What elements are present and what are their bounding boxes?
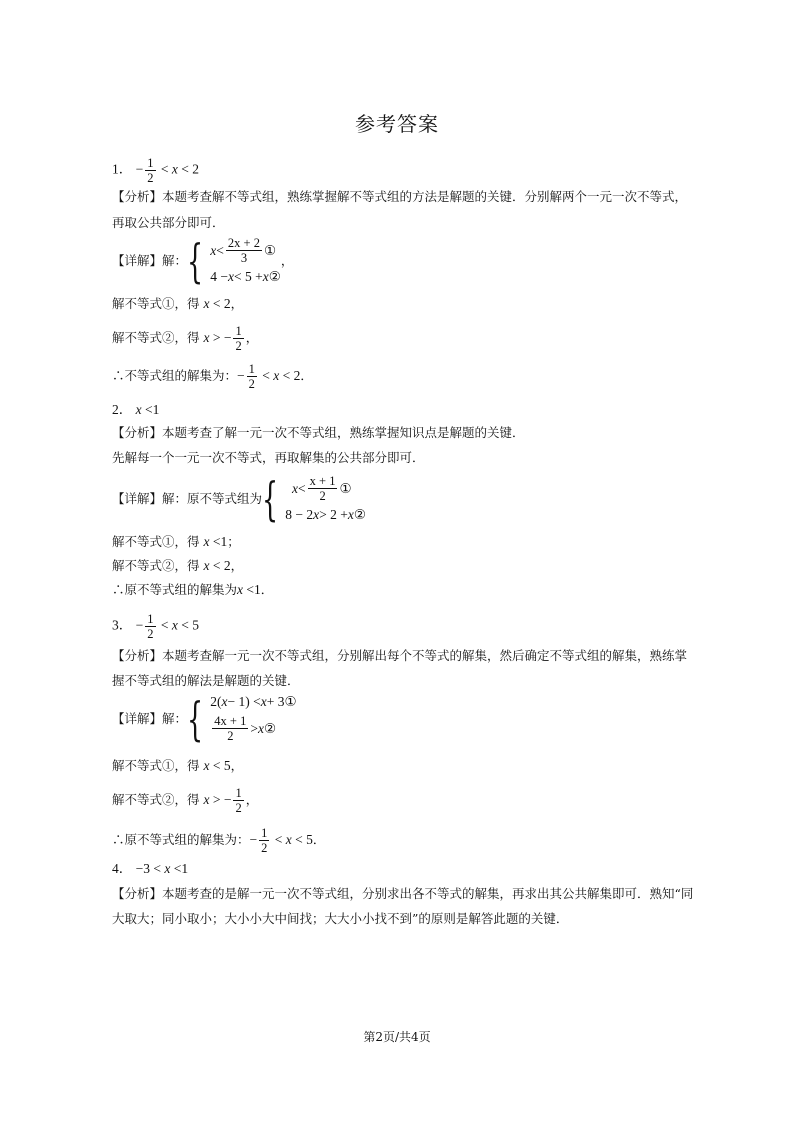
brace-icon: { bbox=[187, 691, 204, 746]
analysis-2-line-1: 【分析】本题考查了解一元一次不等式组，熟练掌握知识点是解题的关键． bbox=[112, 425, 525, 440]
step-3-1: 解不等式①，得 x < 5， bbox=[112, 758, 244, 773]
analysis-4-line-2: 大取大；同小取小；大小小大中间找；大大小小找不到”的原则是解答此题的关键． bbox=[112, 911, 569, 926]
inequality-2: 4 − x < 5 + x ② bbox=[210, 269, 281, 284]
inequality-1: 2( x − 1) < x + 3 ① bbox=[210, 694, 297, 709]
analysis-2-line-2: 先解每一个一元一次不等式，再取解集的公共部分即可． bbox=[112, 450, 425, 465]
page-title: 参考答案 bbox=[355, 112, 439, 136]
page-footer: 第2页/共4页 bbox=[363, 1030, 431, 1044]
conclusion-3: ∴原不等式组的解集为：− $\frac{1}{2}$ < x < 5． bbox=[112, 826, 326, 855]
analysis-3-line-2: 握不等式组的解法是解题的关键． bbox=[112, 673, 300, 688]
inequality-2: 8 − 2 x > 2 + x ② bbox=[285, 507, 367, 522]
analysis-1-line-1: 【分析】本题考查解不等式组，熟练掌握解不等式组的方法是解题的关键．分别解两个一元一次不等式， bbox=[112, 189, 688, 204]
analysis-3-line-1: 【分析】本题考查解一元一次不等式组，分别解出每个不等式的解集，然后确定不等式组的解集，熟练掌 bbox=[112, 648, 688, 663]
inequality-1: x < $\frac{2x + 2}{3}$ ① bbox=[210, 236, 277, 265]
inequality-2: $\frac{4x + 1}{2}$ > x ② bbox=[214, 714, 277, 743]
detail-label: 【详解】解： bbox=[112, 252, 188, 268]
step-2-2: 解不等式②，得 x < 2， bbox=[112, 558, 244, 573]
step-2-1: 解不等式①，得 x <1； bbox=[112, 534, 240, 549]
analysis-4-line-1: 【分析】本题考查的是解一元一次不等式组，分别求出各不等式的解集，再求出其公共解集即可．熟知“同 bbox=[112, 886, 694, 901]
fraction: $\frac{1}{2}$ bbox=[147, 156, 154, 185]
brace-icon: { bbox=[262, 471, 279, 526]
analysis-1-line-2: 再取公共部分即可． bbox=[112, 215, 225, 230]
conclusion-2: ∴原不等式组的解集为x <1． bbox=[112, 582, 274, 597]
step-3-2: 解不等式②，得 x > − $\frac{1}{2}$ ， bbox=[112, 786, 259, 815]
detail-3 bbox=[112, 691, 297, 746]
step-1-2: 解不等式②，得 x > − $\frac{1}{2}$ ， bbox=[112, 324, 259, 353]
answer-3: 3． − $\frac{1}{2}$ < x < 5 bbox=[112, 612, 199, 641]
answer-2: 2． x <1 bbox=[112, 402, 160, 417]
problem-number: 1． bbox=[112, 161, 133, 177]
inequality-1: x < $\frac{x + 1}{2}$ ① bbox=[292, 474, 352, 503]
detail-1: 【详解】解： { x < $\frac{2x + 2}{3}$ ① 4 − x < 5 + x ② ， bbox=[112, 233, 294, 288]
answer-4: 4． −3 < x <1 bbox=[112, 861, 189, 876]
detail-label: 【详解】解： bbox=[112, 710, 188, 726]
detail-2 bbox=[112, 471, 367, 526]
conclusion-1: ∴不等式组的解集为：− $\frac{1}{2}$ < x < 2． bbox=[112, 362, 313, 391]
brace-icon: { bbox=[187, 233, 204, 288]
detail-label: 【详解】解：原不等式组为 bbox=[112, 490, 263, 506]
answer-1: 1． − $\frac{1}{2}$ < x < 2 bbox=[112, 156, 199, 185]
step-1-1: 解不等式①，得 x < 2， bbox=[112, 296, 244, 311]
